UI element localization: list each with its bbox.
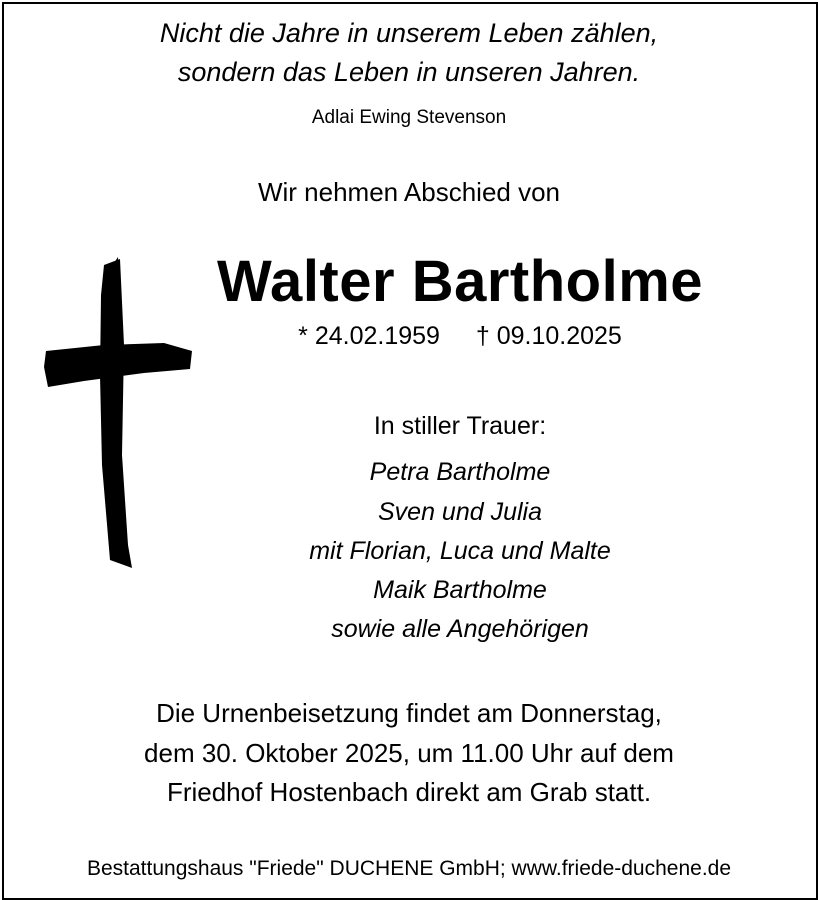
ceremony-line-1: Die Urnenbeisetzung findet am Donnerstag,: [156, 698, 662, 728]
funeral-home-footer: Bestattungshaus "Friede" DUCHENE GmbH; www.friede-duchene.de: [86, 857, 732, 880]
birth-date: * 24.02.1959: [298, 322, 440, 350]
farewell-intro: Wir nehmen Abschied von: [257, 177, 561, 207]
mourner-2: Sven und Julia: [377, 498, 542, 526]
mourning-heading: In stiller Trauer:: [373, 412, 547, 440]
mourner-3: mit Florian, Luca und Malte: [309, 537, 611, 565]
death-date: † 09.10.2025: [475, 322, 622, 350]
mourner-4: Maik Bartholme: [373, 576, 547, 604]
deceased-name: Walter Bartholme: [216, 249, 704, 314]
mourner-5: sowie alle Angehörigen: [331, 615, 589, 643]
quote-author: Adlai Ewing Stevenson: [311, 107, 507, 128]
quote-line-2: sondern das Leben in unseren Jahren.: [177, 57, 641, 87]
mourner-1: Petra Bartholme: [369, 458, 551, 486]
ceremony-line-3: Friedhof Hostenbach direkt am Grab statt.: [166, 777, 652, 807]
quote-line-1: Nicht die Jahre in unserem Leben zählen,: [159, 18, 659, 48]
life-dates: [150, 322, 770, 351]
ceremony-line-2: dem 30. Oktober 2025, um 11.00 Uhr auf dem: [144, 738, 674, 768]
